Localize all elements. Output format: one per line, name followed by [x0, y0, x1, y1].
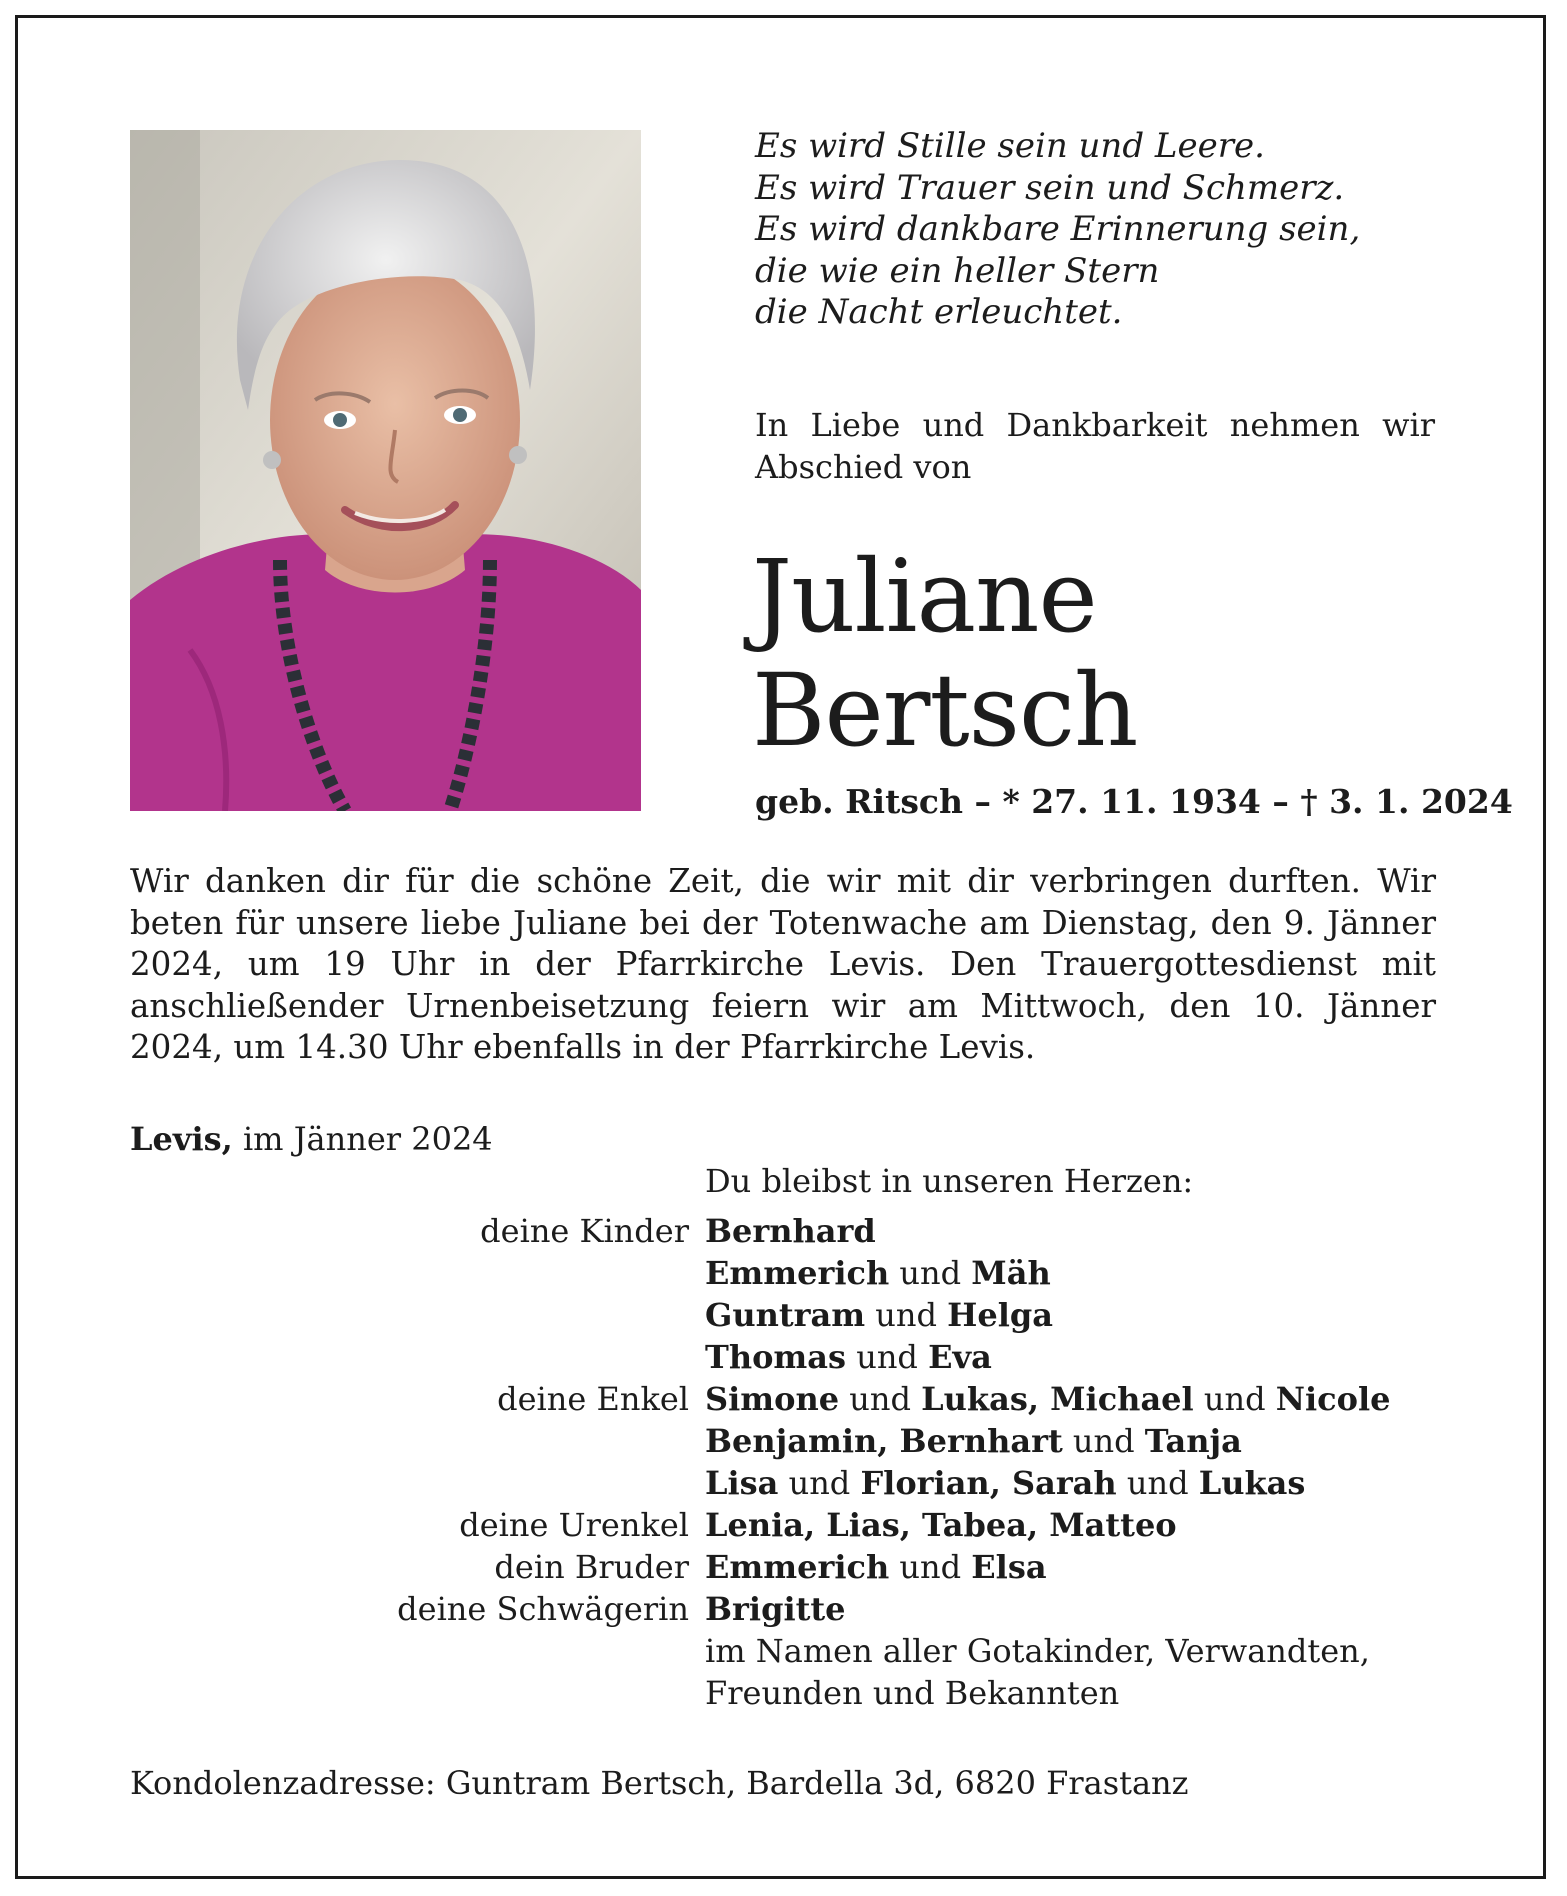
heart-line: Du bleibst in unseren Herzen:: [705, 1162, 1194, 1200]
person-name: Lenia, Lias, Tabea, Matteo: [705, 1506, 1177, 1544]
life-dates: geb. Ritsch – * 27. 11. 1934 – † 3. 1. 2024: [755, 782, 1513, 821]
name-line: [705, 1420, 1567, 1462]
connector-text: und: [1116, 1464, 1199, 1502]
person-name: Thomas: [705, 1338, 847, 1376]
last-name: Bertsch: [752, 652, 1138, 769]
relation-label: dein Bruder: [494, 1548, 689, 1586]
relation-label: deine Kinder: [480, 1212, 689, 1250]
service-details: Wir danken dir für die schöne Zeit, die wir mit dir verbringen durften. Wir beten für unsere liebe Juliane bei der Totenwache am Dienstag, den 9. Jänner 2024, um 19 Uhr in der Pfarrkirche Levis. Den Trauergottesdienst mit anschließender Urnenbeisetzung feiern wir am Mittwoch, den 10. Jänner 2024, um 14.30 Uhr ebenfalls in der Pfarrkirche Levis.: [130, 862, 1436, 1066]
condolence-address: Kondolenzadresse: Guntram Bertsch, Bardella 3d, 6820 Frastanz: [130, 1764, 1189, 1802]
person-name: Guntram: [705, 1296, 866, 1334]
relation-names: [705, 1588, 1567, 1714]
farewell-intro: In Liebe und Dankbarkeit nehmen wir Abschied von: [755, 406, 1435, 486]
name-line: [705, 1378, 1567, 1420]
name-line: [705, 1546, 1567, 1588]
person-name: Lisa: [705, 1464, 779, 1502]
relation-label: deine Enkel: [497, 1380, 689, 1418]
person-name: Helga: [947, 1296, 1053, 1334]
place-date: [130, 1118, 493, 1160]
name-line: [705, 1336, 1567, 1378]
person-name: Tanja: [1144, 1422, 1242, 1460]
connector-text: und: [778, 1464, 861, 1502]
portrait-illustration: [130, 130, 641, 811]
group-enkel: [0, 1378, 1567, 1504]
connector-text: im Namen aller Gotakinder, Verwandten,: [705, 1632, 1370, 1670]
place-month: im Jänner 2024: [232, 1120, 493, 1158]
connector-text: und: [839, 1380, 922, 1418]
person-name: Brigitte: [705, 1590, 846, 1628]
relation-names: [705, 1210, 1567, 1378]
memorial-poem: Es wird Stille sein und Leere. Es wird Trauer sein und Schmerz. Es wird dankbare Erinnerung sein, die wie ein heller Stern die Nacht erleuchtet.: [755, 126, 1361, 332]
person-name: Elsa: [971, 1548, 1047, 1586]
group-bruder: [0, 1546, 1567, 1588]
person-name: Emmerich: [705, 1548, 890, 1586]
connector-text: und: [889, 1254, 972, 1292]
name-line: [705, 1210, 1567, 1252]
connector-text: und: [1193, 1380, 1276, 1418]
person-name: Florian, Sarah: [860, 1464, 1117, 1502]
relation-names: [705, 1504, 1567, 1546]
survivors-list: [0, 1210, 1567, 1714]
relation-names: [705, 1546, 1567, 1588]
person-name: Simone: [705, 1380, 840, 1418]
first-name: Juliane: [752, 538, 1097, 655]
connector-text: Freunden und Bekannten: [705, 1674, 1120, 1712]
group-kinder: [0, 1210, 1567, 1378]
person-name: Emmerich: [705, 1254, 890, 1292]
connector-text: und: [889, 1548, 972, 1586]
person-name: Lukas, Michael: [921, 1380, 1194, 1418]
person-name: Eva: [928, 1338, 992, 1376]
person-name: Benjamin, Bernhart: [705, 1422, 1063, 1460]
name-line: [705, 1504, 1567, 1546]
name-line: [705, 1462, 1567, 1504]
connector-text: und: [846, 1338, 929, 1376]
relation-label: deine Urenkel: [459, 1506, 689, 1544]
person-name: Bernhard: [705, 1212, 876, 1250]
name-line: [705, 1252, 1567, 1294]
relation-names: [705, 1378, 1567, 1504]
relation-label: deine Schwägerin: [397, 1590, 689, 1628]
group-urenkel: [0, 1504, 1567, 1546]
name-line: [705, 1294, 1567, 1336]
connector-text: und: [1062, 1422, 1145, 1460]
portrait-photo: [130, 130, 641, 811]
connector-text: und: [865, 1296, 948, 1334]
deceased-name: [752, 540, 1137, 768]
person-name: Nicole: [1275, 1380, 1391, 1418]
name-line: [705, 1630, 1567, 1672]
person-name: Mäh: [971, 1254, 1051, 1292]
name-line: [705, 1588, 1567, 1630]
person-name: Lukas: [1198, 1464, 1306, 1502]
name-line: [705, 1672, 1567, 1714]
place-town: Levis,: [130, 1120, 233, 1158]
group-schwaegerin: [0, 1588, 1567, 1714]
